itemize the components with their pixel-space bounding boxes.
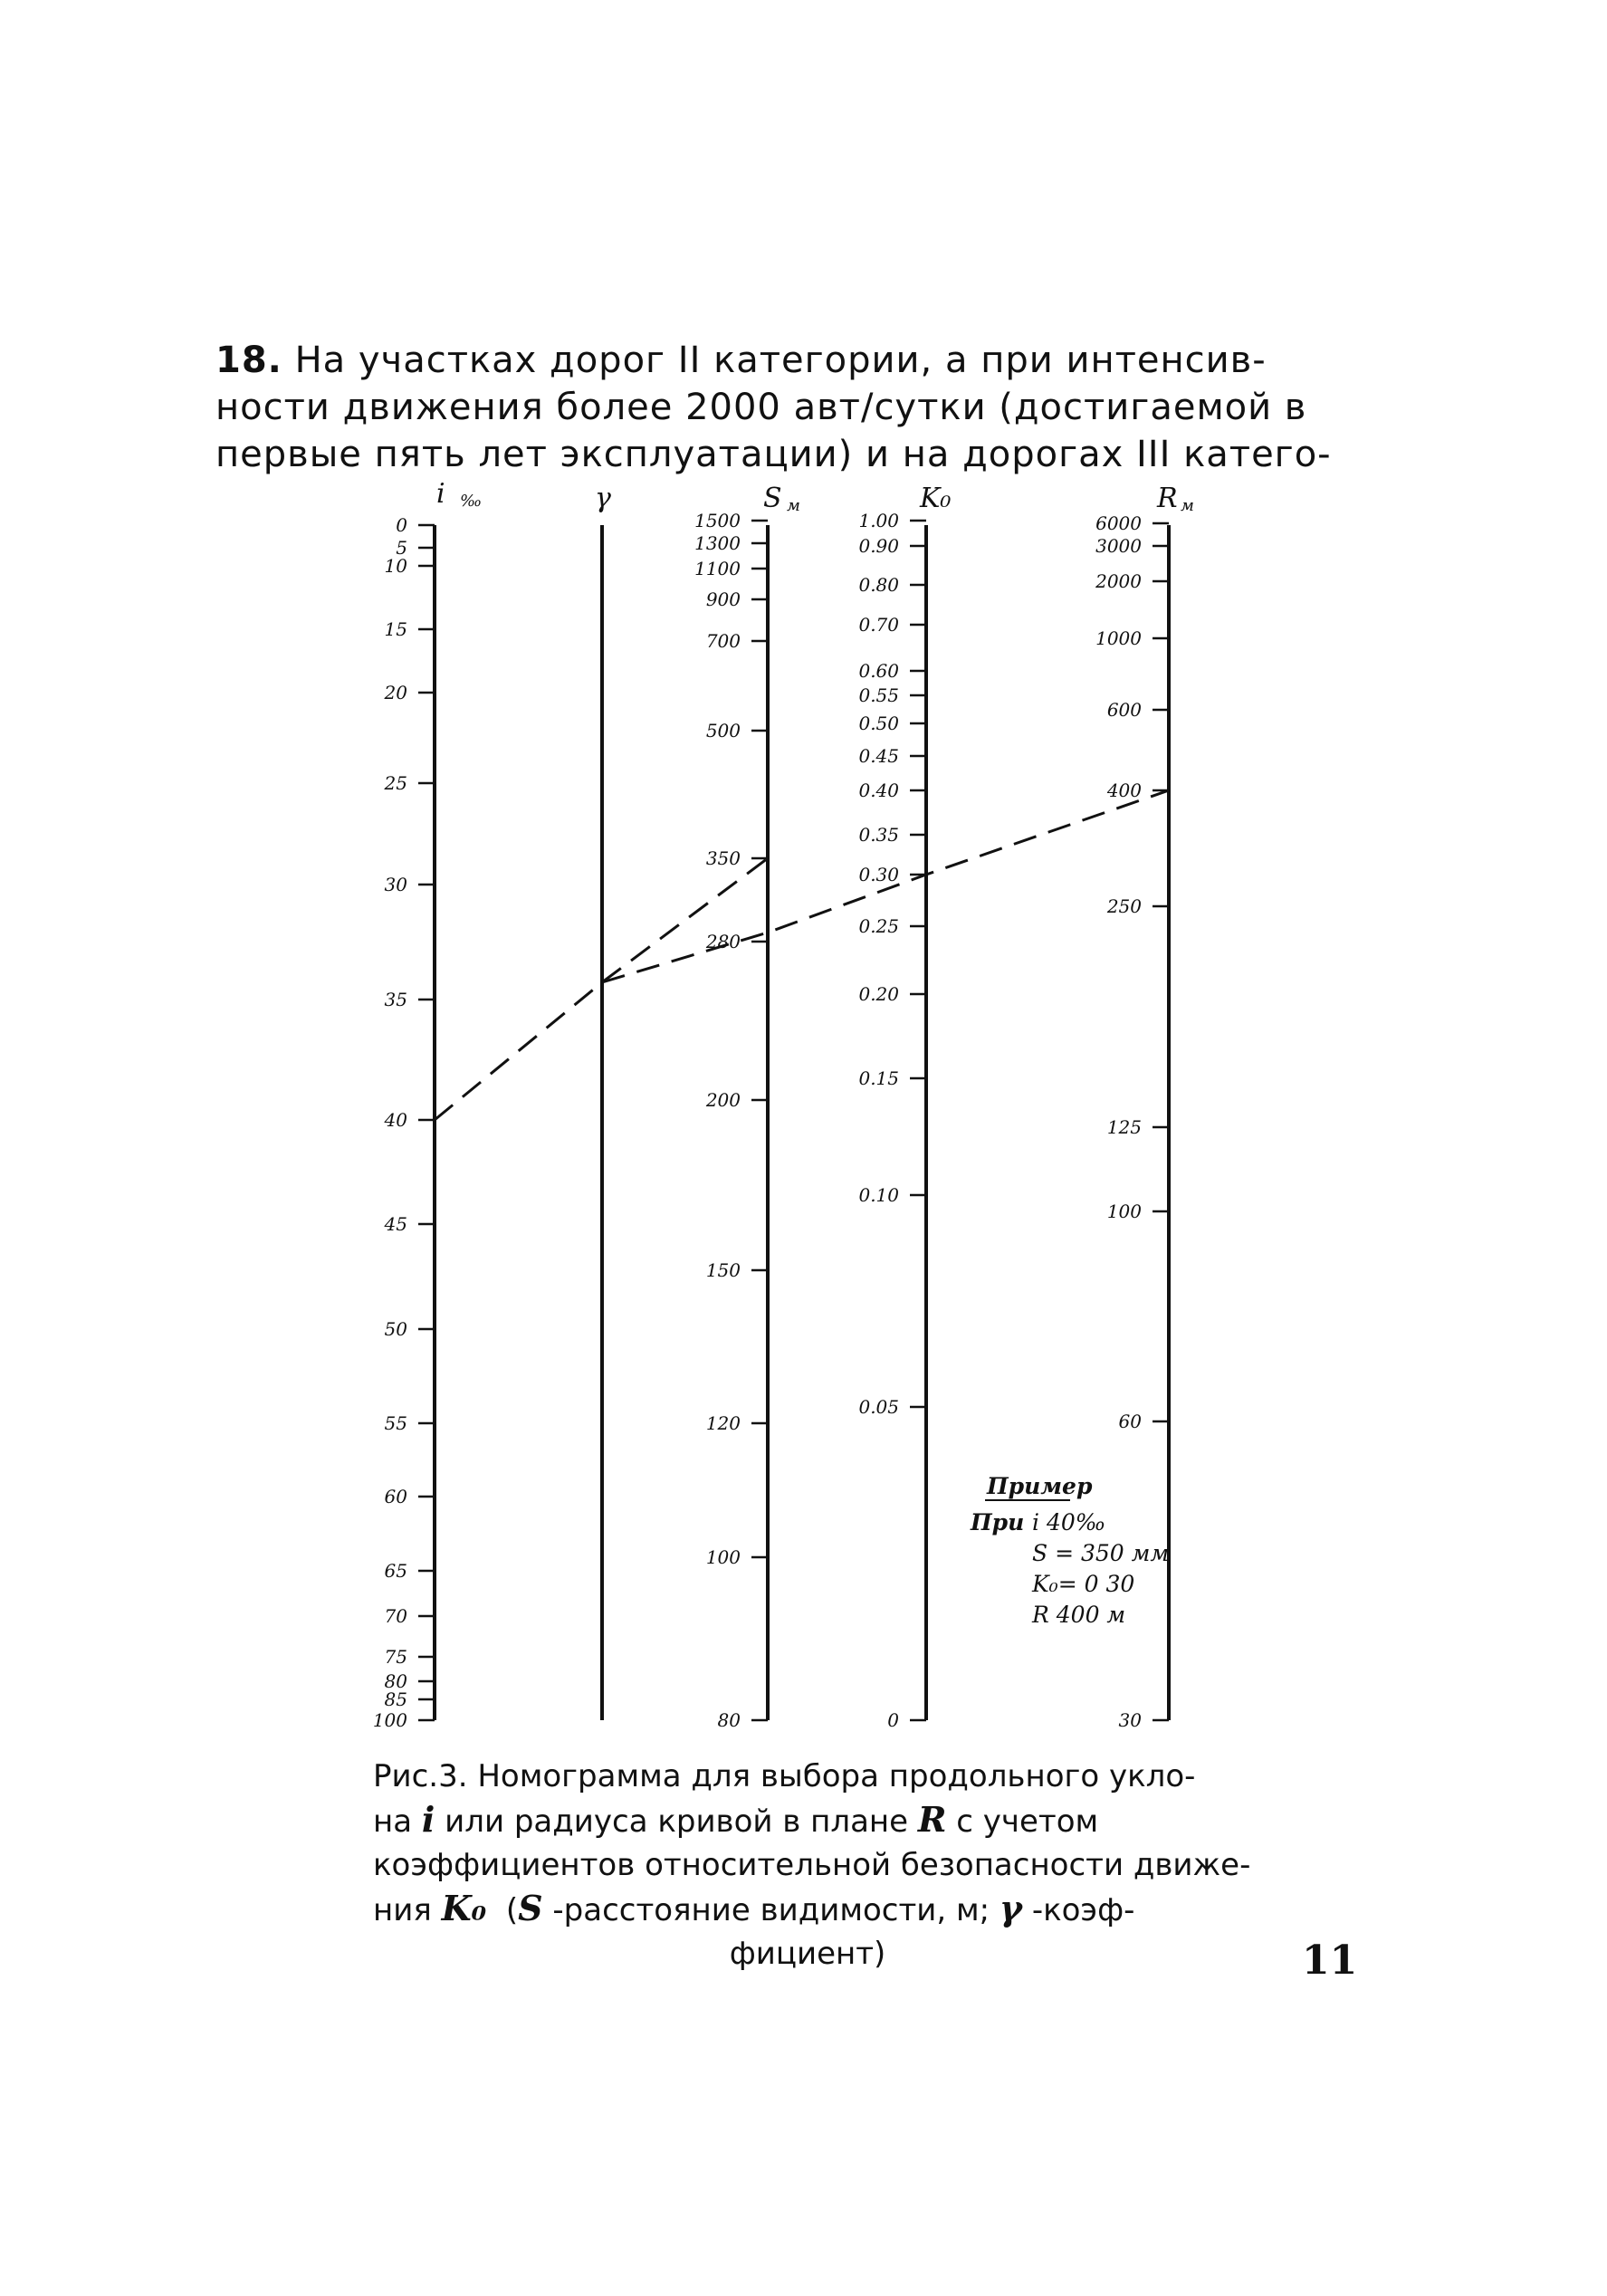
K0-tick-label: 0 xyxy=(887,1709,899,1731)
i-tick-label: 5 xyxy=(396,537,407,559)
S-axis-unit: м xyxy=(787,496,800,515)
R-axis-label: R xyxy=(1157,483,1178,514)
R-axis-unit: м xyxy=(1181,496,1194,515)
i-tick-label: 10 xyxy=(384,555,407,577)
S-tick-label: 900 xyxy=(705,588,741,610)
caption-line-5: фициент) xyxy=(729,1936,886,1972)
gamma-axis-label: γ xyxy=(595,483,611,514)
example-line: K₀= 0 30 xyxy=(1032,1571,1135,1597)
caption-line-4 xyxy=(373,1887,1242,1932)
R-tick-label: 3000 xyxy=(1095,535,1142,557)
K0-tick-label: 0.20 xyxy=(858,983,899,1005)
figure-caption xyxy=(373,1755,1251,1976)
page-number: 11 xyxy=(1302,1937,1358,1984)
i-tick-label: 15 xyxy=(384,618,407,640)
i-tick-label: 70 xyxy=(384,1605,407,1627)
i-tick-label: 20 xyxy=(384,682,407,703)
example-line-gamma-S xyxy=(602,858,768,982)
K0-tick-label: 0.80 xyxy=(858,574,899,596)
caption-text: на xyxy=(373,1803,422,1840)
R-tick-label: 2000 xyxy=(1095,570,1142,592)
S-tick-label: 120 xyxy=(705,1412,741,1434)
paragraph-line-2: ности движения более 2000 авт/сутки (достигаемой в xyxy=(215,387,1307,428)
i-tick-label: 35 xyxy=(384,989,407,1010)
example-line: R 400 м xyxy=(1032,1602,1126,1628)
i-axis-label: i xyxy=(436,478,445,510)
R-tick-label: 100 xyxy=(1106,1201,1142,1222)
S-axis-label: S xyxy=(763,483,782,514)
caption-text: или радиуса кривой в плане xyxy=(435,1803,918,1840)
K0-tick-label: 0.35 xyxy=(858,824,899,846)
i-tick-label: 75 xyxy=(384,1646,407,1668)
example-prefix: При xyxy=(971,1509,1025,1535)
caption-line-3: коэффициентов относительной безопасности движе- xyxy=(373,1847,1251,1883)
caption-text: ния xyxy=(373,1892,442,1928)
S-tick-label: 150 xyxy=(705,1259,741,1281)
S-tick-label: 1300 xyxy=(694,532,741,554)
example-line: S = 350 мм xyxy=(1032,1540,1170,1566)
i-tick-label: 100 xyxy=(372,1709,407,1731)
i-tick-label: 80 xyxy=(384,1670,407,1692)
caption-text: -расстояние видимости, м; xyxy=(542,1892,1000,1928)
caption-symbol-i: i xyxy=(421,1799,435,1840)
R-tick-label: 1000 xyxy=(1095,627,1142,649)
S-tick-label: 700 xyxy=(705,630,741,652)
R-tick-label: 6000 xyxy=(1095,512,1142,534)
K0-tick-label: 0.70 xyxy=(858,614,899,636)
K0-tick-label: 0.10 xyxy=(858,1184,899,1206)
K0-tick-label: 1.00 xyxy=(858,510,899,531)
i-tick-label: 65 xyxy=(384,1560,407,1582)
K0-tick-label: 0.40 xyxy=(858,780,899,801)
example-title: Пример xyxy=(987,1473,1093,1499)
K0-tick-label: 0.50 xyxy=(858,713,899,734)
i-tick-label: 0 xyxy=(396,514,407,536)
i-tick-label: 85 xyxy=(384,1689,407,1710)
S-tick-label: 1100 xyxy=(694,558,741,579)
example-line: i 40‰ xyxy=(1032,1509,1106,1535)
S-tick-label: 500 xyxy=(705,720,741,741)
S-tick-label: 350 xyxy=(705,847,741,869)
R-tick-label: 30 xyxy=(1118,1709,1142,1731)
paragraph-line-3: первые пять лет эксплуатации) и на дорогах III катего- xyxy=(215,434,1332,475)
i-tick-label: 25 xyxy=(384,772,407,794)
example-line-i-gamma xyxy=(435,982,602,1120)
i-tick-label: 40 xyxy=(384,1109,407,1131)
i-axis-unit: ‰ xyxy=(460,492,483,511)
i-tick-label: 55 xyxy=(384,1412,407,1434)
example-line-gamma-K0-R xyxy=(602,790,1169,982)
S-tick-label: 1500 xyxy=(694,510,741,531)
S-tick-label: 200 xyxy=(705,1089,741,1111)
K0-tick-label: 0.25 xyxy=(858,915,899,937)
R-tick-label: 600 xyxy=(1106,699,1142,721)
caption-symbol-R: R xyxy=(917,1799,947,1840)
caption-symbol-gamma: γ xyxy=(999,1888,1023,1928)
S-tick-label: 280 xyxy=(705,931,741,952)
S-tick-label: 100 xyxy=(705,1546,741,1568)
R-tick-label: 400 xyxy=(1106,780,1142,801)
caption-line-1: Рис.3. Номограмма для выбора продольного укло- xyxy=(373,1758,1196,1794)
paragraph-line-1-text: На участках дорог II категории, а при интенсив- xyxy=(294,340,1267,381)
K0-axis-label: K₀ xyxy=(920,483,952,514)
R-tick-label: 125 xyxy=(1106,1116,1142,1138)
paragraph-number: 18. xyxy=(215,340,282,381)
caption-text: -коэф- xyxy=(1022,1892,1135,1928)
R-tick-label: 250 xyxy=(1106,895,1142,917)
K0-tick-label: 0.30 xyxy=(858,864,899,885)
caption-symbol-S: S xyxy=(518,1888,543,1928)
caption-text: ( xyxy=(486,1892,519,1928)
K0-tick-label: 0.60 xyxy=(858,660,899,682)
K0-tick-label: 0.15 xyxy=(858,1067,899,1089)
i-tick-label: 45 xyxy=(384,1213,407,1235)
R-tick-label: 60 xyxy=(1118,1411,1142,1432)
K0-tick-label: 0.55 xyxy=(858,684,899,706)
K0-tick-label: 0.45 xyxy=(858,745,899,767)
i-tick-label: 30 xyxy=(384,874,407,895)
K0-tick-label: 0.05 xyxy=(858,1396,899,1418)
caption-symbol-K0: K₀ xyxy=(441,1888,487,1928)
caption-text: с учетом xyxy=(946,1803,1099,1840)
i-tick-label: 60 xyxy=(384,1486,407,1507)
K0-tick-label: 0.90 xyxy=(858,535,899,557)
caption-line-2 xyxy=(373,1798,1242,1843)
S-tick-label: 80 xyxy=(717,1709,741,1731)
i-tick-label: 50 xyxy=(384,1318,407,1340)
